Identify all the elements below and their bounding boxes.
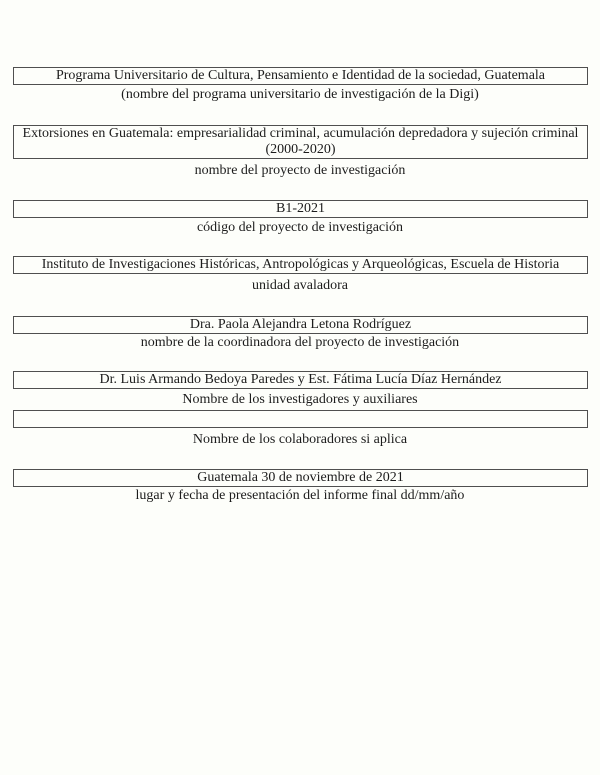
coordinator-caption: nombre de la coordinadora del proyecto de investigación [140, 335, 460, 350]
place-date-box: Guatemala 30 de noviembre de 2021 [13, 469, 588, 487]
collaborators-caption: Nombre de los colaboradores si aplica [192, 432, 408, 447]
endorsing-unit-box: Instituto de Investigaciones Históricas, Antropológicas y Arqueológicas, Escuela de Historia [13, 256, 588, 274]
coordinator-box: Dra. Paola Alejandra Letona Rodríguez [13, 316, 588, 334]
endorsing-unit-caption: unidad avaladora [251, 278, 348, 293]
project-code-caption: código del proyecto de investigación [196, 220, 404, 235]
place-date-caption: lugar y fecha de presentación del informe final dd/mm/año [135, 488, 465, 503]
project-title-caption: nombre del proyecto de investigación [194, 163, 406, 178]
researchers-box: Dr. Luis Armando Bedoya Paredes y Est. Fátima Lucía Díaz Hernández [13, 371, 588, 389]
collaborators-box [13, 410, 588, 428]
project-code-box: B1-2021 [13, 200, 588, 218]
researchers-caption: Nombre de los investigadores y auxiliares [182, 392, 418, 407]
program-name-caption: (nombre del programa universitario de investigación de la Digi) [121, 87, 479, 102]
project-title-box: Extorsiones en Guatemala: empresarialidad criminal, acumulación depredadora y sujeción criminal (2000-2020) [13, 125, 588, 159]
program-name-box: Programa Universitario de Cultura, Pensamiento e Identidad de la sociedad, Guatemala [13, 67, 588, 85]
